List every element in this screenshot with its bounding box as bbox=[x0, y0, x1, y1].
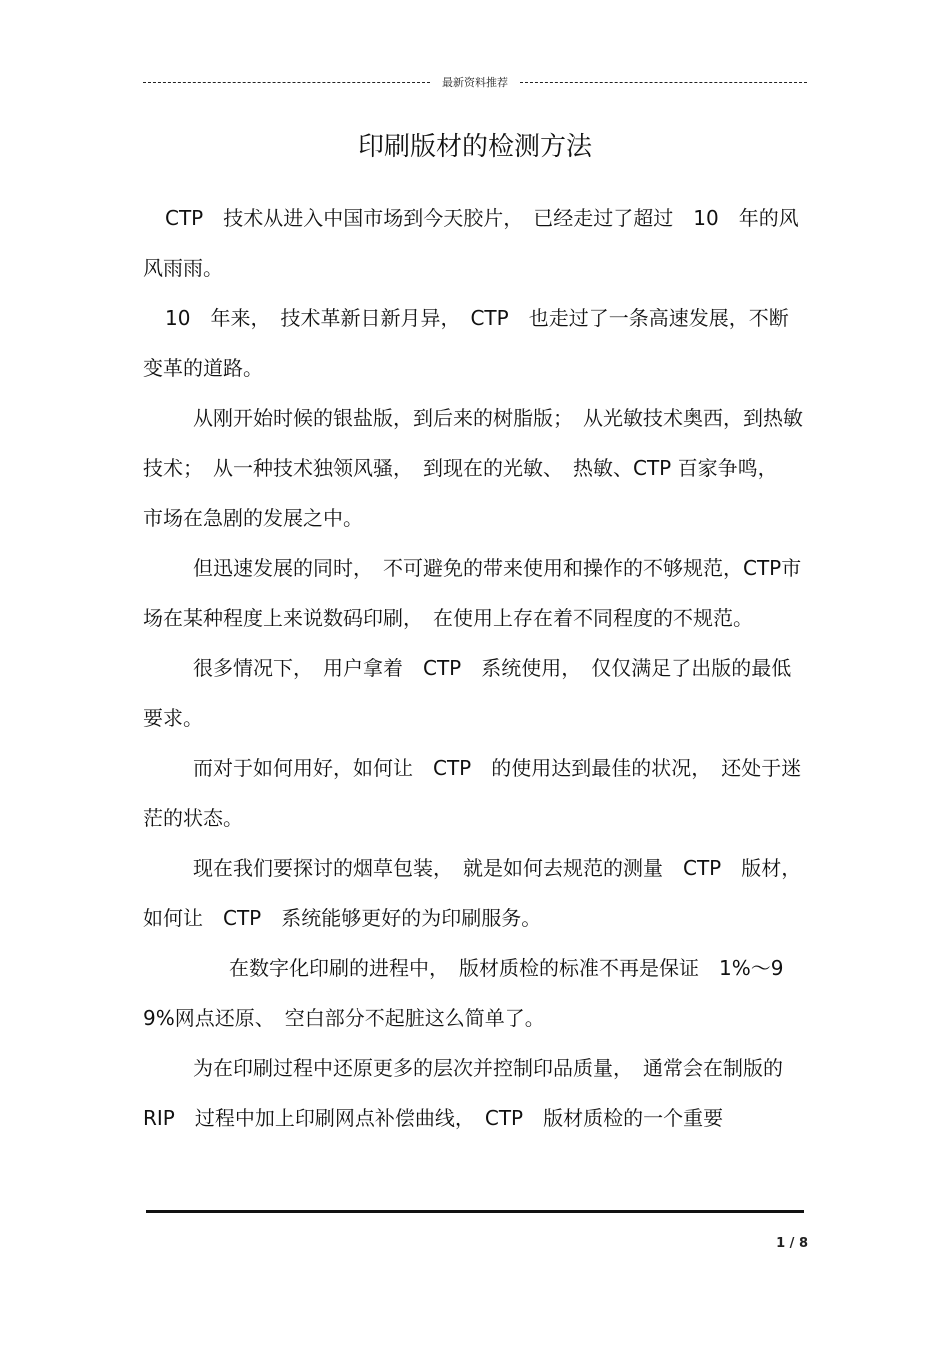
header-dash-left bbox=[143, 82, 430, 83]
paragraph: 在数字化印刷的进程中， 版材质检的标准不再是保证 1%～99%网点还原、 空白部分不起脏这么简单了。 bbox=[143, 956, 784, 1030]
document-body bbox=[143, 193, 812, 1143]
paragraph: CTP 技术从进入中国市场到今天胶片， 已经走过了超过 10 年的风风雨雨。 bbox=[143, 206, 799, 280]
page-header bbox=[143, 72, 807, 92]
footer-divider bbox=[146, 1210, 804, 1213]
paragraph: 而对于如何用好，如何让 CTP 的使用达到最佳的状况， 还处于迷茫的状态。 bbox=[143, 756, 802, 830]
header-dash-right bbox=[520, 82, 807, 83]
paragraph: 现在我们要探讨的烟草包装， 就是如何去规范的测量 CTP 版材， 如何让 CTP 系统能够更好的为印刷服务。 bbox=[143, 856, 812, 930]
paragraph: 很多情况下， 用户拿着 CTP 系统使用， 仅仅满足了出版的最低要求。 bbox=[143, 656, 792, 730]
page-number: 1 / 8 bbox=[776, 1236, 808, 1251]
header-text: 最新资料推荐 bbox=[442, 76, 508, 89]
paragraph: 但迅速发展的同时， 不可避免的带来使用和操作的不够规范，CTP市场在某种程度上来说数码印刷， 在使用上存在着不同程度的不规范。 bbox=[143, 556, 802, 630]
paragraph: 为在印刷过程中还原更多的层次并控制印品质量， 通常会在制版的 RIP 过程中加上印刷网点补偿曲线， CTP 版材质检的一个重要 bbox=[143, 1056, 803, 1130]
document-title: 印刷版材的检测方法 bbox=[357, 132, 592, 162]
paragraph: 从刚开始时候的银盐版，到后来的树脂版； 从光敏技术奥西，到热敏技术； 从一种技术独领风骚， 到现在的光敏、 热敏、CTP 百家争鸣， 市场在急剧的发展之中。 bbox=[143, 406, 803, 530]
paragraph: 10 年来， 技术革新日新月异， CTP 也走过了一条高速发展，不断变革的道路。 bbox=[143, 306, 789, 380]
